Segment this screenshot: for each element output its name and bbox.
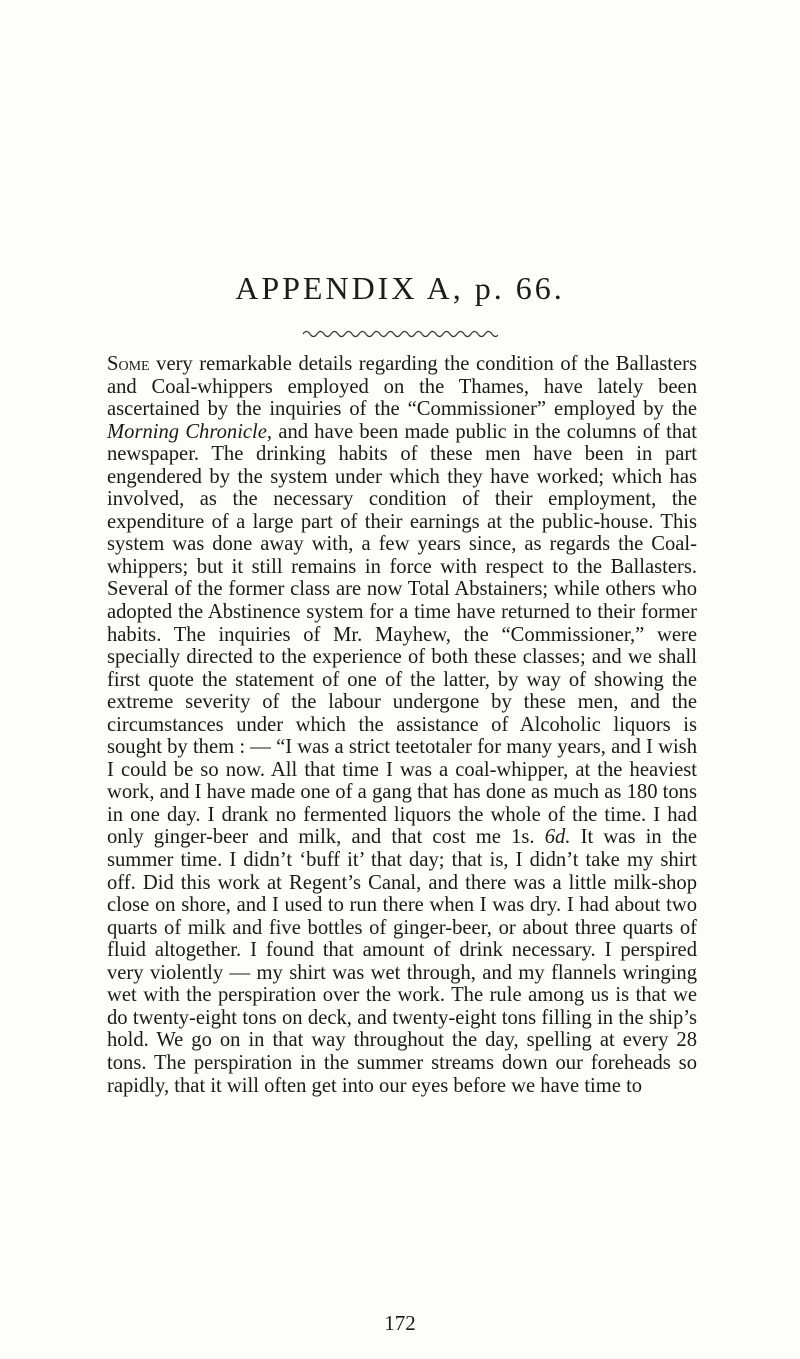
drop-word: Some [107, 353, 150, 375]
pence-amount: 6d. [544, 826, 571, 849]
body-text-part-1: very remarkable details regarding the condition of the Ballasters and Coal-whippers employed on the Thames, have lately been ascertained by the inquiries of the “Commissioner” employed by the [107, 353, 697, 421]
newspaper-title: Morning Chronicle, [107, 420, 273, 443]
body-text-part-3: It was in the summer time. I didn’t ‘buff it’ that day; that is, I didn’t take my shirt off. Did this work at Regent’s Canal, and there was a little milk-shop close on shore, and I used to run there when I was dry. I had about two quarts of milk and five bottles of ginger-beer, or about three quarts of fluid altogether. I found that amount of drink necessary. I perspired very violently — my shirt was wet through, and my flannels wringing wet with the perspiration over the work. The rule among us is that we do twenty-eight tons on deck, and twenty-eight tons filling in the ship’s hold. We go on in that way throughout the day, spelling at every 28 tons. The perspiration in the summer streams down our foreheads so rapidly, that it will often get into our eyes before we have time to [107, 826, 697, 1097]
body-text-part-2: and have been made public in the columns of that newspaper. The drinking habits of these men have been in part engendered by the system under which they have worked; which has involved, as the necessary condition of their employment, the expenditure of a large part of their earnings at the public-house. This system was done away with, a few years since, as regards the Coal-whippers; but it still remains in force with respect to the Ballasters. Several of the former class are now Total Abstainers; while others who adopted the Abstinence system for a time have returned to their former habits. The inquiries of Mr. Mayhew, the “Commissioner,” were specially directed to the experience of both these classes; and we shall first quote the statement of one of the latter, by way of showing the extreme severity of the labour undergone by these men, and the circumstances under which the assistance of Alcoholic liquors is sought by them : — “I was a strict teetotaler for many years, and I wish I could be so now. All that time I was a coal-whipper, at the heaviest work, and I have made one of a gang that has done as much as 180 tons in one day. I drank no fermented liquors the whole of the time. I had only ginger-beer and milk, and that cost me 1s. [107, 420, 697, 849]
body-paragraph [107, 353, 697, 1097]
wavy-rule-ornament [302, 328, 498, 340]
page-number: 172 [384, 1311, 416, 1335]
appendix-heading: APPENDIX A, p. 66. [235, 270, 565, 306]
